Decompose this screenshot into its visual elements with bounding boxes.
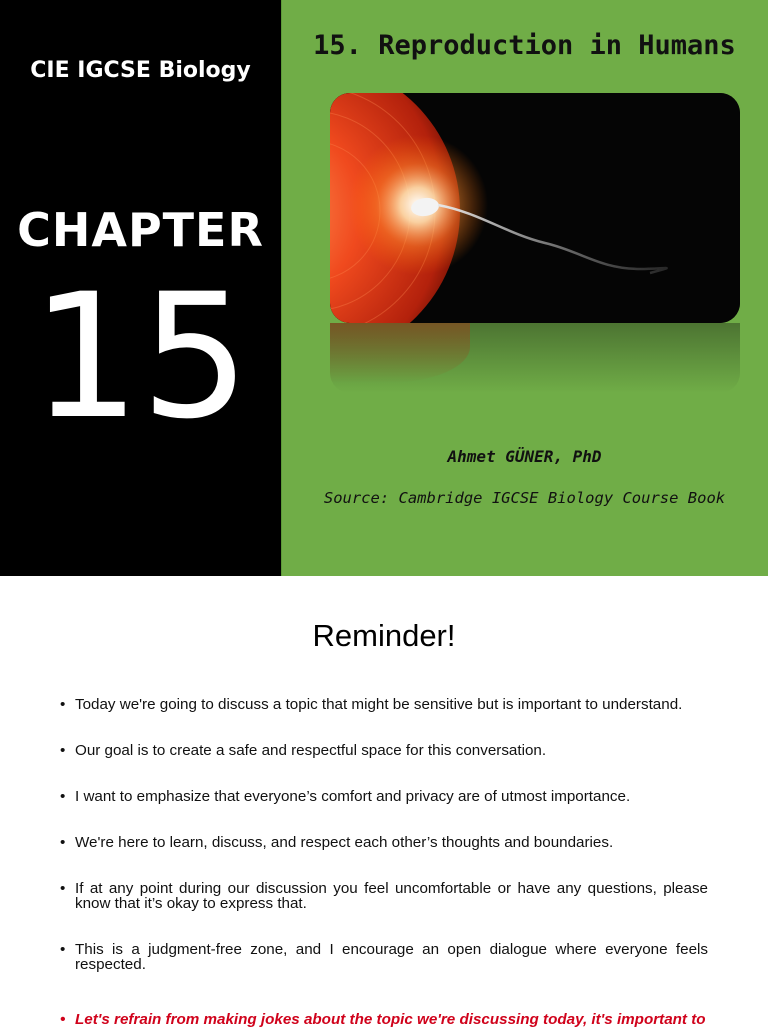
bullet-dot: • xyxy=(60,834,66,851)
bullet-text: If at any point during our discussion you feel uncomfortable or have any questions, please know that it’s okay to express that. xyxy=(75,880,708,912)
source-credit: Source: Cambridge IGCSE Biology Course Book xyxy=(323,489,726,507)
left-black-panel xyxy=(0,0,281,576)
bullet-text: I want to emphasize that everyone’s comfort and privacy are of utmost importance. xyxy=(75,788,631,805)
chapter-number: 15 xyxy=(31,256,250,457)
reminder-slide xyxy=(0,576,768,1028)
bullet-item-warning xyxy=(60,1012,708,1027)
bullet-dot: • xyxy=(60,1011,66,1028)
image-reflection xyxy=(330,323,740,393)
bullet-text: This is a judgment-free zone, and I encourage an open dialogue where everyone feels respected. xyxy=(75,941,708,973)
reminder-bullet-list xyxy=(60,697,708,1027)
bullet-item xyxy=(60,789,708,804)
bullet-text: We're here to learn, discuss, and respect each other’s thoughts and boundaries. xyxy=(75,834,614,851)
author-name: Ahmet GÜNER, PhD xyxy=(447,447,602,466)
bullet-item xyxy=(60,881,708,911)
bullet-item xyxy=(60,743,708,758)
slide-title: 15. Reproduction in Humans xyxy=(313,30,736,61)
bullet-dot: • xyxy=(60,880,66,897)
bullet-item xyxy=(60,835,708,850)
bullet-dot: • xyxy=(60,696,66,713)
bullet-item xyxy=(60,697,708,712)
bullet-dot: • xyxy=(60,941,66,958)
egg-and-sperm-illustration xyxy=(330,93,740,323)
bullet-item xyxy=(60,942,708,972)
fertilization-image xyxy=(330,93,740,323)
bullet-text: Let's refrain from making jokes about the topic we're discussing today, it's important to xyxy=(75,1011,706,1028)
bullet-dot: • xyxy=(60,742,66,759)
chapter-label: CHAPTER xyxy=(17,203,264,257)
reminder-title: Reminder! xyxy=(312,618,456,653)
bullet-dot: • xyxy=(60,788,66,805)
course-name: CIE IGCSE Biology xyxy=(30,58,251,83)
bullet-text: Our goal is to create a safe and respectful space for this conversation. xyxy=(75,742,547,759)
bullet-text: Today we're going to discuss a topic that might be sensitive but is important to understand. xyxy=(75,696,683,713)
